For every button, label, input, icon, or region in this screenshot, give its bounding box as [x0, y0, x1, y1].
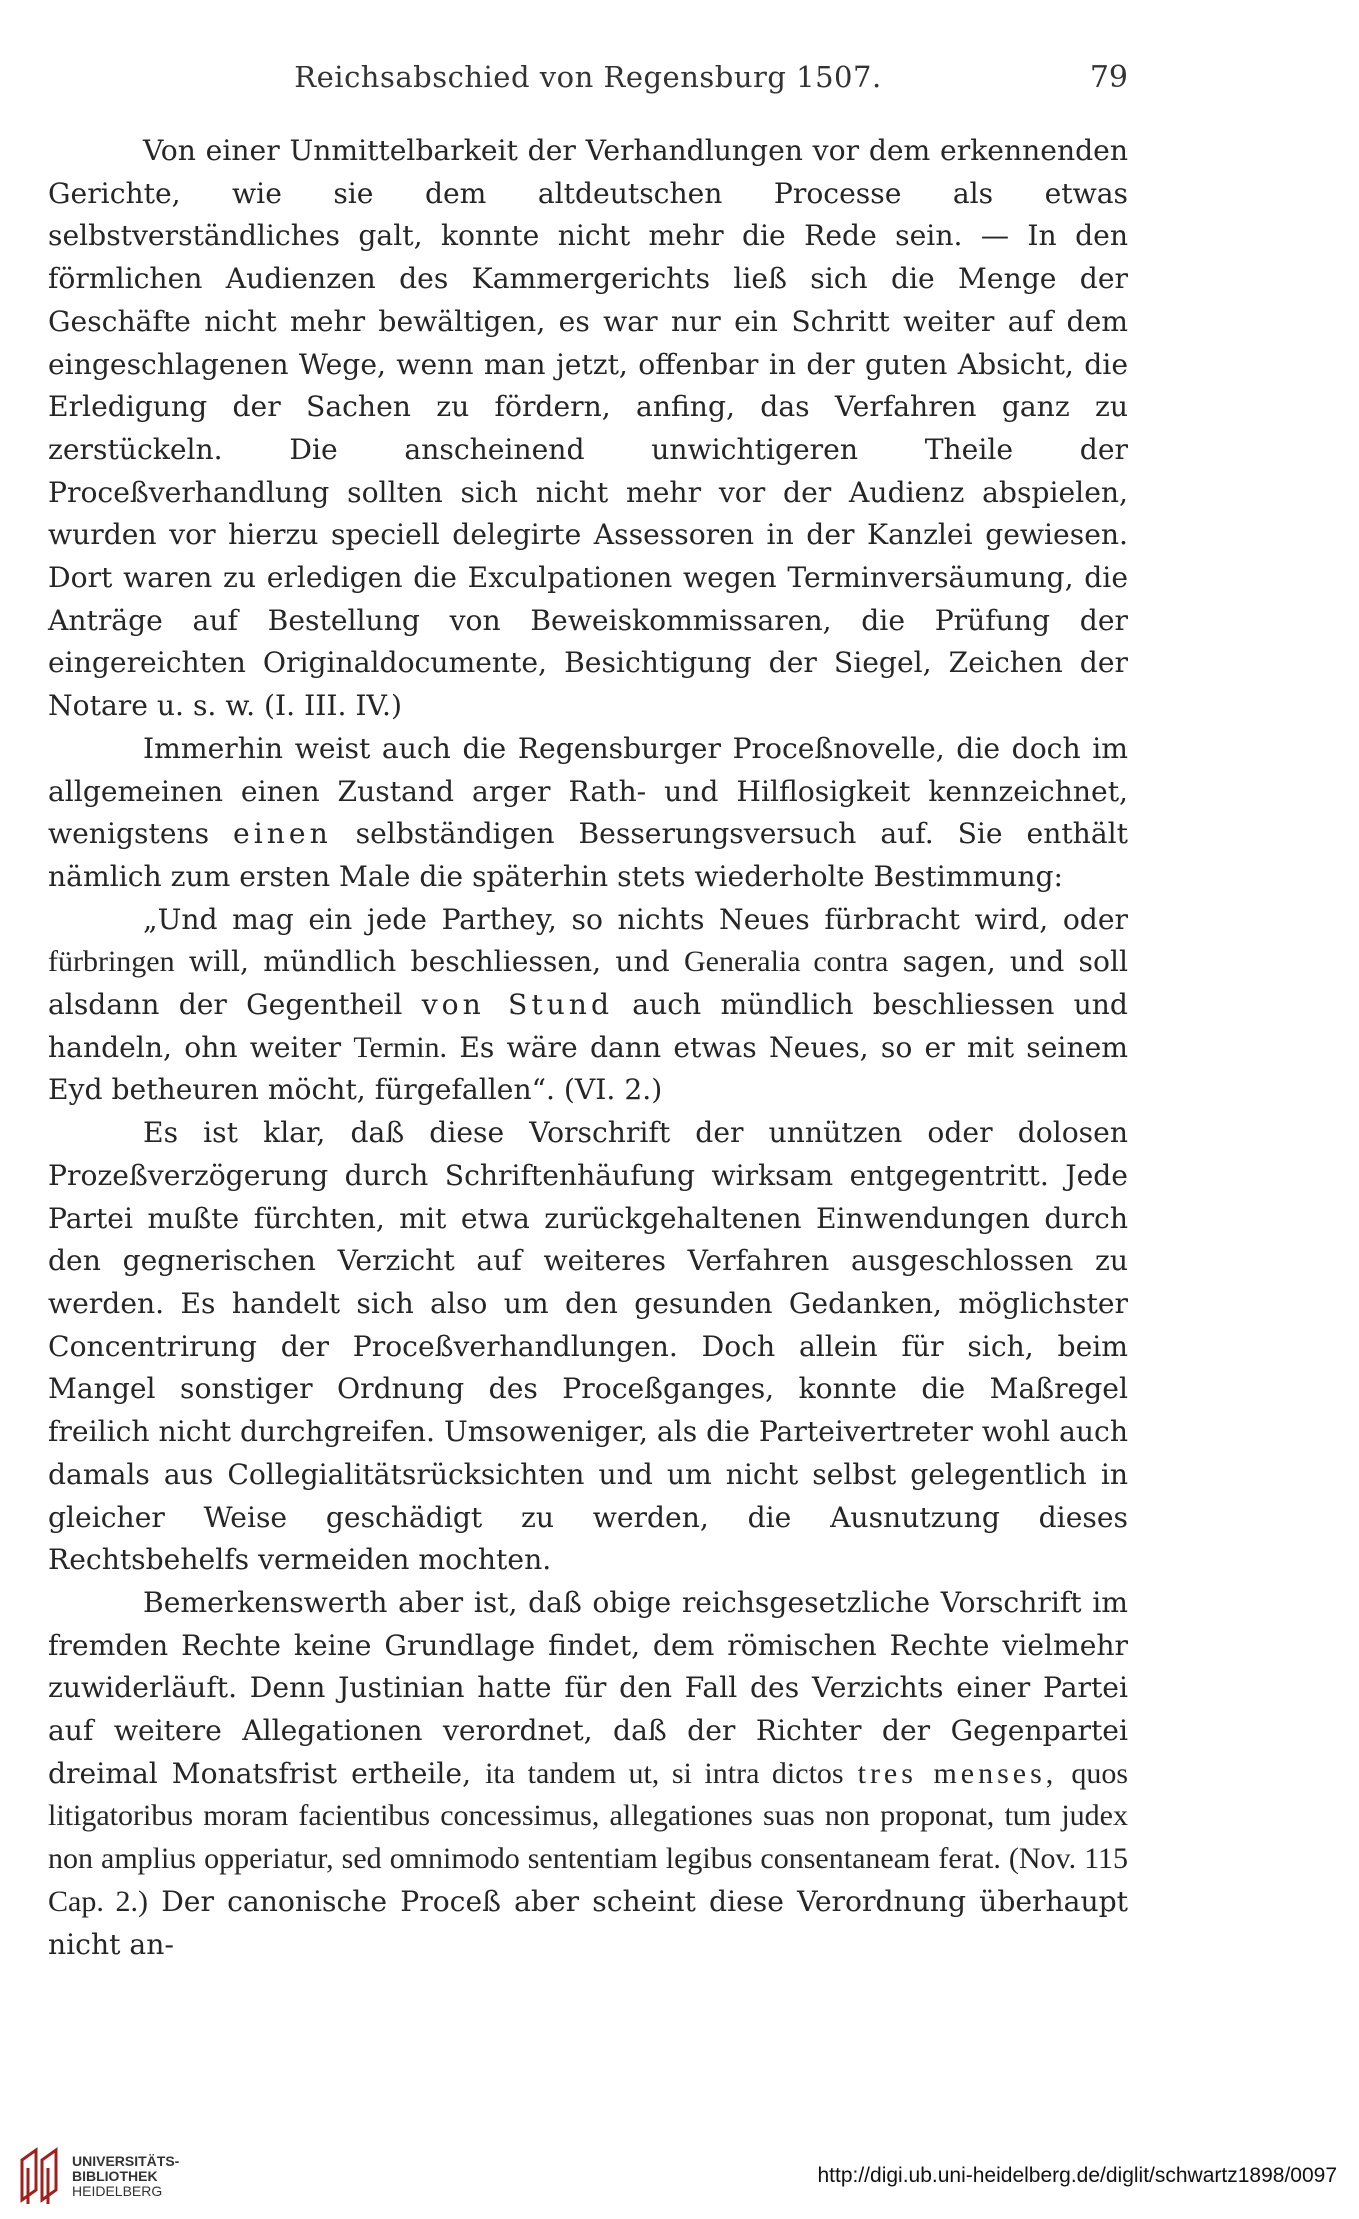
library-name-line-3: HEIDELBERG: [72, 2183, 163, 2199]
source-url-link[interactable]: http://digi.ub.uni-heidelberg.de/diglit/schwartz1898/0097: [817, 2164, 1337, 2187]
quote-part-b: will, mündlich beschliessen, und: [188, 945, 670, 979]
quote-part-c: sagen, und soll alsdann der Gegentheil: [48, 945, 1128, 1022]
latin-emphasis-tres-menses: tres menses,: [857, 1756, 1058, 1790]
quote-part-a: „Und mag ein jede Parthey, so nichts Neues fürbracht wird, oder: [143, 902, 1128, 936]
body-text: [48, 130, 1128, 1966]
page-number: 79: [1089, 60, 1128, 95]
paragraph-2-part-a: Immerhin weist auch die Regensburger Proceßnovelle, die doch im allgemeinen einen Zustand arger Rath- und Hilflosigkeit kennzeichnet, wenigstens: [48, 731, 1128, 851]
emphasis-von-stund: von Stund: [421, 988, 614, 1022]
paragraph-2-part-b: selbständigen Besserungsversuch auf. Sie enthält nämlich zum ersten Male die späterhin stets wiederholte Bestimmung:: [48, 817, 1128, 893]
running-title: Reichsabschied von Regensburg 1507.: [294, 60, 882, 94]
library-name: [72, 2154, 179, 2199]
quotation: [48, 899, 1128, 1113]
paragraph-2: [48, 728, 1128, 899]
library-name-line-2: BIBLIOTHEK: [72, 2168, 158, 2184]
quote-latin-2: Generalia contra: [683, 945, 889, 979]
paragraph-4-part-b: Der canonische Proceß aber scheint diese Verordnung überhaupt nicht an-: [48, 1884, 1128, 1961]
emphasis-einen: einen: [233, 817, 332, 851]
quote-latin-3: Termin.: [353, 1030, 448, 1064]
latin-citation-1: ita tandem ut, si intra dictos: [485, 1756, 844, 1790]
quote-latin-1: fürbringen: [48, 945, 175, 979]
running-head: [48, 60, 1128, 110]
paragraph-4-part-a: Bemerkenswerth aber ist, daß obige reichsgesetzliche Vorschrift im fremden Rechte keine Grundlage findet, dem römischen Rechte vielmehr zuwiderläuft. Denn Justinian hatte für den Fall des Verzichts einer Partei auf weitere Allegationen verordnet, daß der Richter der Gegenpartei dreimal Monatsfrist ertheile,: [48, 1585, 1128, 1790]
digitization-footer: [0, 2130, 1359, 2219]
latin-citation-2: quos litigatoribus moram facientibus concessimus, allegationes suas non proponat, tum judex non amplius opperiatur, sed omnimodo sententiam legibus consentaneam ferat. (Nov. 115 Cap. 2.): [48, 1756, 1128, 1918]
paragraph-3: Es ist klar, daß diese Vorschrift der unnützen oder dolosen Prozeßverzögerung durch Schriftenhäufung wirksam entgegentritt. Jede Partei mußte fürchten, mit etwa zurückgehaltenen Einwendungen durch den gegnerischen Verzicht auf weiteres Verfahren ausgeschlossen zu werden. Es handelt sich also um den gesunden Gedanken, möglichster Concentrirung der Proceßverhandlungen. Doch allein für sich, beim Mangel sonstiger Ordnung des Proceßganges, konnte die Maßregel freilich nicht durchgreifen. Umsoweniger, als die Parteivertreter wohl auch damals aus Collegialitätsrücksichten und um nicht selbst gelegentlich in gleicher Weise geschädigt zu werden, die Ausnutzung dieses Rechtsbehelfs vermeiden mochten.: [48, 1116, 1128, 1577]
paragraph-1: Von einer Unmittelbarkeit der Verhandlungen vor dem erkennenden Gerichte, wie sie dem altdeutschen Processe als etwas selbstverständliches galt, konnte nicht mehr die Rede sein. — In den förmlichen Audienzen des Kammergerichts ließ sich die Menge der Geschäfte nicht mehr bewältigen, es war nur ein Schritt weiter auf dem eingeschlagenen Wege, wenn man jetzt, offenbar in der guten Absicht, die Erledigung der Sachen zu fördern, anfing, das Verfahren ganz zu zerstückeln. Die anscheinend unwichtigeren Theile der Proceßverhandlung sollten sich nicht mehr vor der Audienz abspielen, wurden vor hierzu speciell delegirte Assessoren in der Kanzlei gewiesen. Dort waren zu erledigen die Exculpationen wegen Terminversäumung, die Anträge auf Bestellung von Beweiskommissaren, die Prüfung der eingereichten Originaldocumente, Besichtigung der Siegel, Zeichen der Notare u. s. w. (I. III. IV.): [48, 134, 1128, 723]
paragraph-4: [48, 1582, 1128, 1966]
quote-part-e: Es wäre dann etwas Neues, so er mit seinem Eyd betheuren möcht, fürgefallen“. (VI. 2.): [48, 1030, 1129, 1107]
library-name-line-1: UNIVERSITÄTS-: [72, 2153, 180, 2169]
quote-part-d: auch mündlich beschliessen und handeln, ohn weiter: [48, 988, 1128, 1064]
heidelberg-library-logo-icon: [18, 2146, 60, 2204]
